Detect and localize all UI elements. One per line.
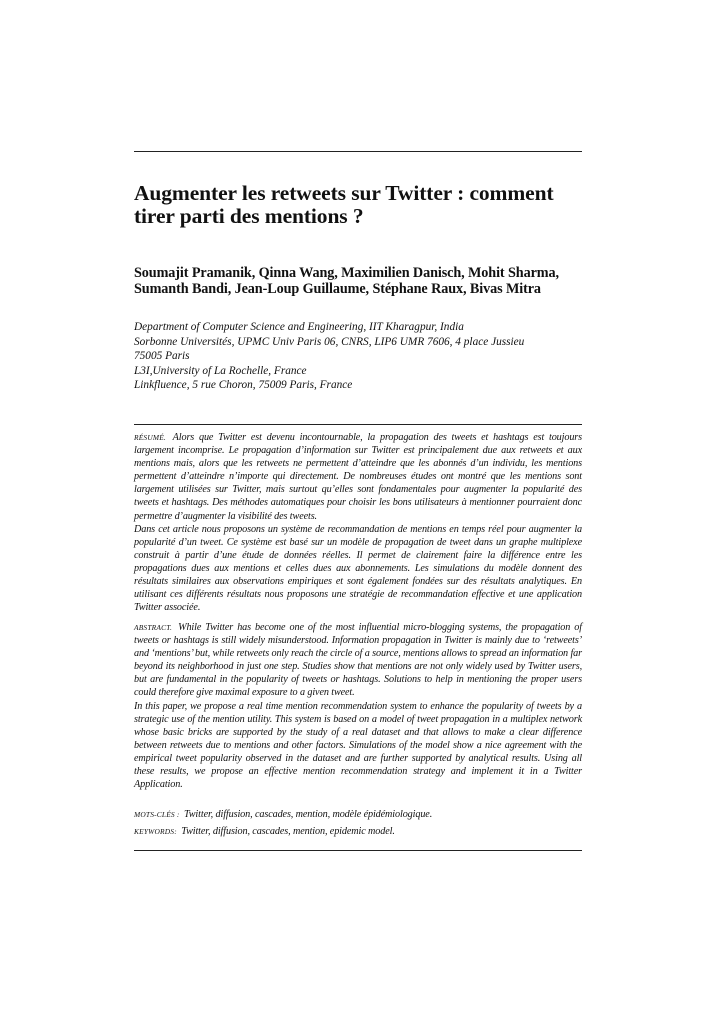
- mots-cles-label: MOTS-CLÉS :: [134, 810, 180, 819]
- resume-paragraph-1: RÉSUMÉ. Alors que Twitter est devenu incontournable, la propagation des tweets et hashtags est toujours largement incomprise. Le propagation d’information sur Twitter est principalement due aux retweets et aux mentions mais, alors que les retweets ne permettent d’atteindre que les abonnés d’un individu, les mentions permettent d’atteindre n’importe qui directement. De nombreuses études ont montré que les mentions sont largement utilisées sur Twitter, mais surtout qu’elles sont fondamentales pour augmenter la popularité des tweets et hashtags. Des méthodes automatiques pour choisir les bons utilisateurs à mentionner pourraient donc permettre d’augmenter la visibilité des tweets.: [134, 432, 583, 522]
- author-line: Soumajit Pramanik, Qinna Wang, Maximilien Danisch, Mohit Sharma,: [134, 265, 559, 281]
- affiliation-line: Sorbonne Universités, UPMC Univ Paris 06, CNRS, LIP6 UMR 7606, 4 place Jussieu: [134, 335, 525, 348]
- paper-title: Augmenter les retweets sur Twitter : comment tirer parti des mentions ?: [134, 181, 554, 228]
- affiliation-line: Linkfluence, 5 rue Choron, 75009 Paris, France: [134, 379, 353, 392]
- affiliation-line: Department of Computer Science and Engineering, IIT Kharagpur, India: [134, 321, 464, 333]
- affiliation-line: 75005 Paris: [134, 350, 190, 363]
- keywords-label: KEYWORDS:: [134, 827, 177, 836]
- mots-cles-text: Twitter, diffusion, cascades, mention, modèle épidémiologique.: [183, 809, 433, 820]
- author-list: [134, 265, 582, 297]
- affiliations: [134, 320, 582, 393]
- keywords: [134, 825, 582, 838]
- abstract-paragraph-2: In this paper, we propose a real time mention recommendation system to enhance the popularity of tweets by a strategic use of the mention utility. This system is based on a model of tweet propagation in a multiplex network whose basic bricks are supported by the study of a real dataset and that allows to make a clear difference between retweets due to mentions and other factors. Simulations of the model show a nice agreement with the empirical tweet popularity observed in the dataset and are further supported by analytical results. Using all these results, we propose an effective mention recommendation strategy and implement it in a Twitter Application.: [134, 700, 582, 791]
- abstract-top-rule: [134, 424, 582, 425]
- abstract-label: ABSTRACT.: [134, 623, 173, 632]
- affiliation-line: L3I,University of La Rochelle, France: [134, 364, 307, 377]
- resume-paragraph-2: Dans cet article nous proposons un système de recommandation de mentions en temps réel pour augmenter la popularité d’un tweet. Ce système est basé sur un modèle de propagation de tweet dans un graphe multiplexe construit à partir d’une étude de données réelles. Il permet de clairement faire la différence entre les propagations dues aux mentions et celles dues aux abonnements. Les simulations du modèle donnent des résultats similaires aux observations empiriques et sont également fondées sur des résultats analytiques. En utilisant ces différents résultats nous proposons une stratégie de recommandation effective et une application Twitter associée.: [134, 523, 582, 614]
- resume-label: RÉSUMÉ.: [134, 433, 166, 442]
- top-rule: [134, 151, 582, 152]
- keywords-text: Twitter, diffusion, cascades, mention, epidemic model.: [181, 826, 395, 837]
- abstract-bottom-rule: [134, 850, 582, 851]
- mots-cles: [134, 808, 582, 821]
- abstract-section: [134, 621, 582, 791]
- author-line: Sumanth Bandi, Jean-Loup Guillaume, Stéphane Raux, Bivas Mitra: [134, 281, 541, 297]
- resume-section: [134, 431, 582, 614]
- abstract-paragraph-1: ABSTRACT. While Twitter has become one of the most influential micro-blogging systems, the propagation of tweets or hashtags is still widely misunderstood. Information propagation in Twitter is mainly due to ‘retweets’ and ‘mentions’ but, while retweets only reach the circle of a source, mentions allows to spread an information far beyond its neighborhood in just one step. Studies show that mentions are not only widely used by Twitter users, but are fundamental in the popularity of tweets or hashtags. Solutions to help in mentioning the proper users could therefore give maximal exposure to a given tweet.: [134, 622, 582, 699]
